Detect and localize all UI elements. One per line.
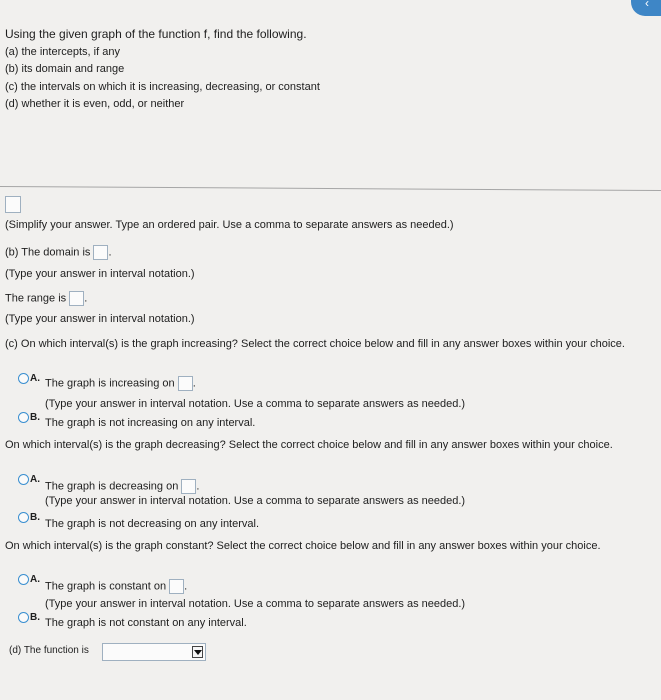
domain-hint: (Type your answer in interval notation.) [5,268,195,280]
function-type-select[interactable] [102,643,206,661]
constant-option-a-hint: (Type your answer in interval notation. Use a comma to separate answers as needed.) [45,598,466,610]
constant-option-a-row [45,579,187,594]
increasing-option-b-radio[interactable] [18,412,29,423]
constant-option-a-radio[interactable] [18,574,29,585]
increasing-answer-box[interactable] [178,376,193,391]
increasing-option-a-row [45,376,196,391]
range-answer-box[interactable] [69,291,84,306]
task-d: (d) whether it is even, odd, or neither [5,98,185,110]
decreasing-option-a-text: The graph is decreasing on [45,480,179,493]
constant-period: . [184,580,188,593]
task-a: (a) the intercepts, if any [5,46,120,58]
function-type-label: (d) The function is [9,645,89,656]
increasing-option-a-text: The graph is increasing on [45,377,175,390]
range-period: . [84,292,88,305]
section-divider [0,186,661,191]
chevron-left-icon[interactable]: ‹ [645,0,649,10]
constant-option-b-letter: B. [30,612,40,623]
increasing-option-a-radio[interactable] [18,373,29,384]
decreasing-option-a-radio[interactable] [18,474,29,485]
decreasing-option-a-letter: A. [30,474,40,485]
domain-period: . [108,246,112,259]
constant-option-a-text: The graph is constant on [45,580,167,593]
range-row [5,291,87,306]
decreasing-option-b-radio[interactable] [18,512,29,523]
domain-row [5,245,112,260]
increasing-period: . [192,377,196,390]
decreasing-option-a-hint: (Type your answer in interval notation. Use a comma to separate answers as needed.) [45,495,466,507]
range-hint: (Type your answer in interval notation.) [5,313,195,325]
increasing-question: (c) On which interval(s) is the graph increasing? Select the correct choice below and fill in any answer boxes within your choice. [5,338,625,350]
task-b: (b) its domain and range [5,63,125,75]
domain-answer-box[interactable] [93,245,108,260]
constant-option-b-radio[interactable] [18,612,29,623]
constant-option-a-letter: A. [30,574,40,585]
intercepts-answer-box[interactable] [5,196,21,213]
chevron-down-icon[interactable] [192,646,203,658]
increasing-option-b-letter: B. [30,412,40,423]
increasing-option-a-letter: A. [30,373,40,384]
range-label: The range is [5,292,67,305]
decreasing-period: . [196,480,200,493]
decreasing-option-a-row [45,479,199,494]
intercepts-hint: (Simplify your answer. Type an ordered pair. Use a comma to separate answers as needed.) [5,219,454,231]
constant-option-b-text: The graph is not constant on any interval. [45,617,247,629]
increasing-option-b-text: The graph is not increasing on any interval. [45,417,256,429]
constant-question: On which interval(s) is the graph constant? Select the correct choice below and fill in any answer boxes within your choice. [5,540,601,552]
constant-answer-box[interactable] [169,579,184,594]
decreasing-answer-box[interactable] [181,479,196,494]
decreasing-option-b-text: The graph is not decreasing on any interval. [45,518,260,530]
domain-label: (b) The domain is [5,246,91,259]
increasing-option-a-hint: (Type your answer in interval notation. Use a comma to separate answers as needed.) [45,398,466,410]
instructions: Using the given graph of the function f, find the following. [5,27,307,41]
decreasing-question: On which interval(s) is the graph decreasing? Select the correct choice below and fill in any answer boxes within your choice. [5,439,613,451]
task-c: (c) the intervals on which it is increasing, decreasing, or constant [5,81,320,93]
decreasing-option-b-letter: B. [30,512,40,523]
nav-tab[interactable] [631,0,661,16]
